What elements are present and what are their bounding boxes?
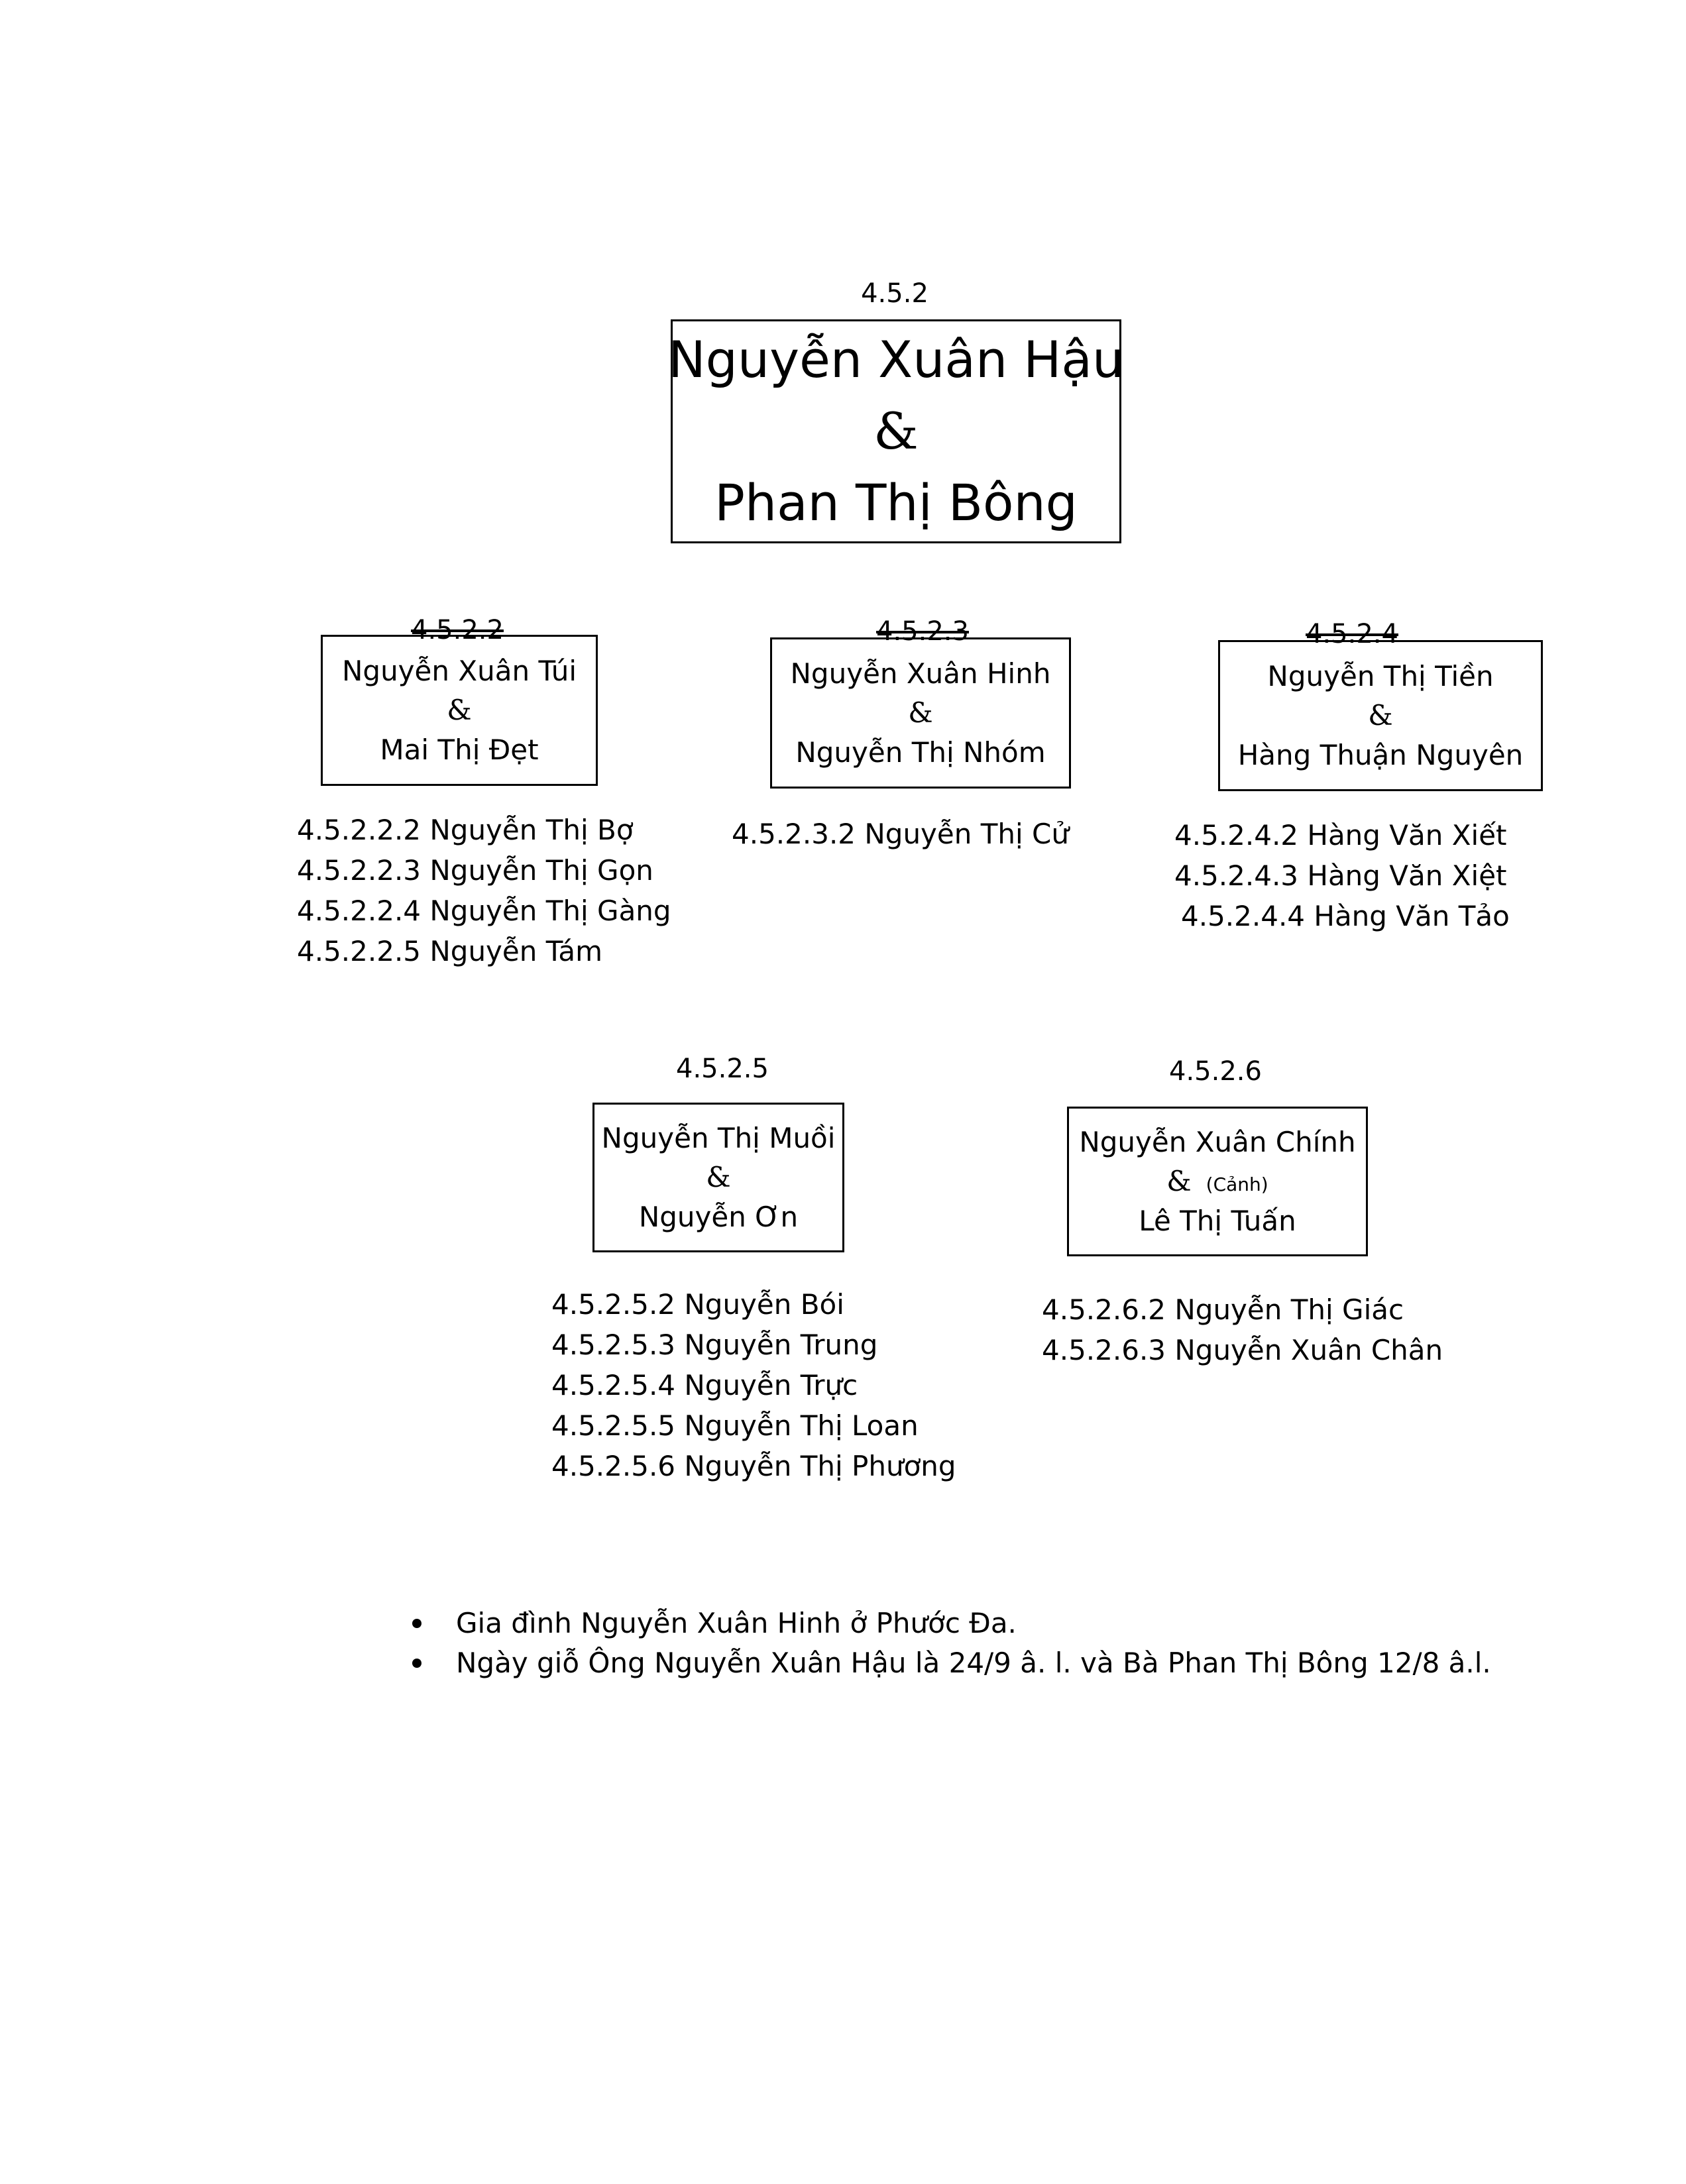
family-code: 4.5.2.6 — [1169, 1056, 1262, 1087]
note-item: Ngày giỗ Ông Nguyễn Xuân Hậu là 24/9 â. l. và Bà Phan Thị Bông 12/8 â.l. — [404, 1643, 1491, 1683]
child-entry: 4.5.2.2.2 Nguyễn Thị Bợ — [297, 814, 634, 846]
family-husband: Nguyễn Xuân Túi — [341, 654, 577, 687]
family-ampersand: & — [908, 696, 933, 730]
root-couple-box — [667, 319, 1125, 543]
alias-note: (Cảnh) — [1206, 1174, 1268, 1196]
family-husband: Nguyễn Thị Tiền — [1267, 659, 1494, 692]
family-wife: Lê Thị Tuấn — [1139, 1204, 1296, 1237]
family-ampersand-row — [1166, 1162, 1268, 1201]
child-entry: 4.5.2.5.4 Nguyễn Trực — [551, 1369, 858, 1401]
child-entry: 4.5.2.2.3 Nguyễn Thị Gọn — [297, 854, 653, 887]
family-ampersand: & — [706, 1161, 731, 1194]
notes-list — [404, 1604, 1491, 1683]
family-wife: Nguyễn Ơn — [638, 1200, 799, 1233]
child-entry: 4.5.2.2.5 Nguyễn Tám — [297, 935, 603, 967]
family-code: 4.5.2.4 — [1306, 619, 1398, 649]
family-couple-box — [592, 1103, 844, 1252]
note-item: Gia đình Nguyễn Xuân Hinh ở Phước Đa. — [404, 1604, 1491, 1643]
child-entry: 4.5.2.5.2 Nguyễn Bói — [551, 1288, 844, 1321]
family-code: 4.5.2.2 — [411, 615, 504, 645]
family-couple-box — [1067, 1107, 1368, 1256]
family-husband: Nguyễn Xuân Chính — [1079, 1125, 1356, 1158]
family-wife: Nguyễn Thị Nhóm — [795, 736, 1046, 769]
root-husband: Nguyễn Xuân Hậu — [667, 330, 1125, 390]
child-entry: 4.5.2.3.2 Nguyễn Thị Cử — [732, 818, 1069, 850]
children-list — [297, 810, 671, 971]
children-list — [551, 1284, 956, 1486]
child-entry: 4.5.2.5.3 Nguyễn Trung — [551, 1329, 878, 1361]
family-wife: Hàng Thuận Nguyên — [1237, 738, 1524, 771]
family-ampersand: & — [1166, 1165, 1192, 1198]
children-list — [1042, 1289, 1443, 1370]
child-entry: 4.5.2.4.4 Hàng Văn Tảo — [1181, 900, 1510, 932]
family-husband: Nguyễn Thị Muồi — [601, 1121, 836, 1154]
family-couple-box — [1218, 640, 1543, 791]
child-entry: 4.5.2.4.2 Hàng Văn Xiết — [1174, 819, 1507, 851]
child-entry: 4.5.2.6.3 Nguyễn Xuân Chân — [1042, 1334, 1443, 1366]
child-entry: 4.5.2.5.6 Nguyễn Thị Phương — [551, 1450, 956, 1482]
root-wife: Phan Thị Bông — [714, 472, 1078, 532]
family-ampersand: & — [447, 694, 472, 727]
family-husband: Nguyễn Xuân Hinh — [790, 657, 1051, 690]
child-entry: 4.5.2.6.2 Nguyễn Thị Giác — [1042, 1293, 1404, 1326]
family-couple-box — [770, 637, 1071, 789]
child-entry: 4.5.2.5.5 Nguyễn Thị Loan — [551, 1409, 919, 1442]
root-code: 4.5.2 — [861, 278, 928, 309]
family-code: 4.5.2.3 — [876, 616, 969, 647]
family-code: 4.5.2.5 — [676, 1054, 769, 1084]
children-list — [732, 814, 1069, 854]
family-wife: Mai Thị Đẹt — [380, 733, 539, 766]
family-ampersand: & — [1368, 699, 1393, 732]
child-entry: 4.5.2.4.3 Hàng Văn Xiệt — [1174, 859, 1507, 892]
child-entry: 4.5.2.2.4 Nguyễn Thị Gàng — [297, 895, 671, 927]
root-ampersand: & — [873, 402, 919, 461]
family-couple-box — [321, 635, 598, 786]
children-list — [1174, 815, 1510, 936]
